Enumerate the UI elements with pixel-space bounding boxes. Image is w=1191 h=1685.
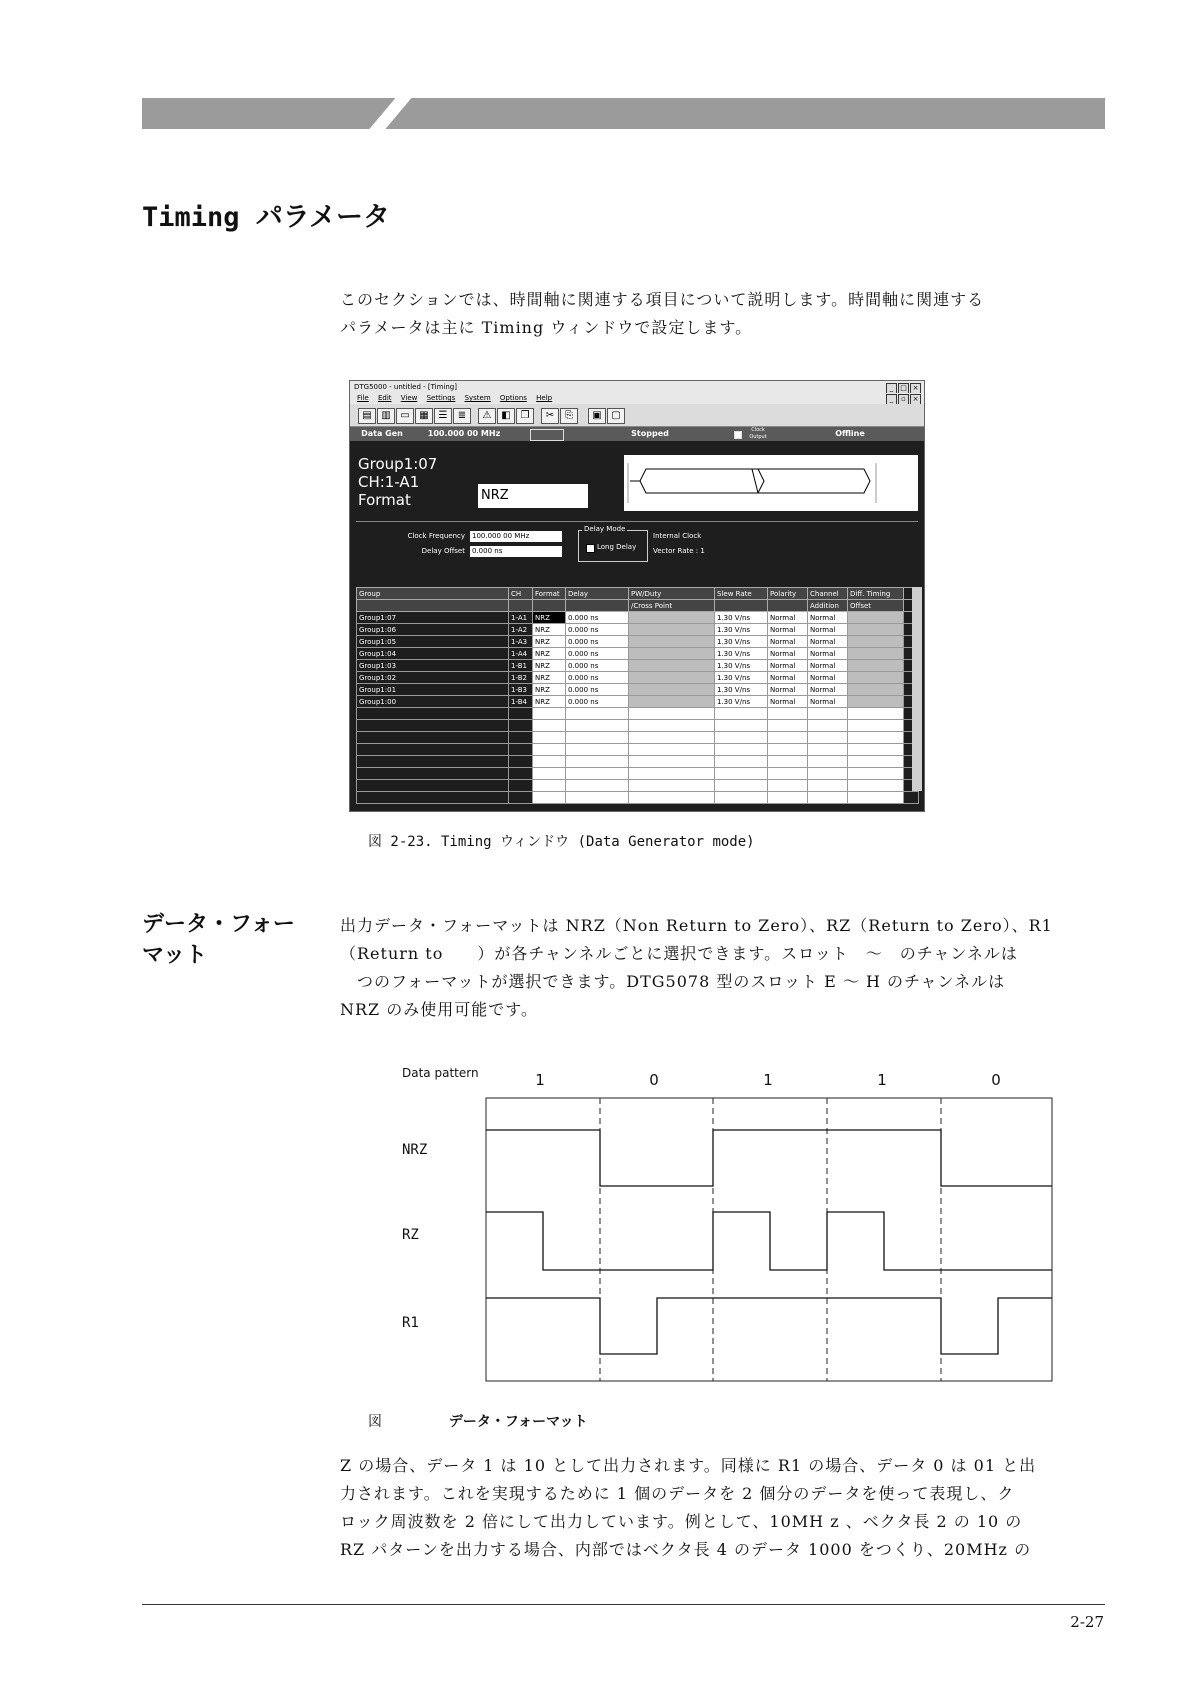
table-row[interactable]: [357, 636, 919, 648]
online-status: Offline: [835, 429, 865, 438]
empty-table-row[interactable]: [357, 744, 919, 756]
empty-cell[interactable]: [715, 756, 768, 768]
subheader-cell: [533, 600, 566, 612]
empty-table-row[interactable]: [357, 768, 919, 780]
mode-status: Data Gen: [361, 429, 403, 438]
empty-cell[interactable]: [566, 756, 629, 768]
empty-cell[interactable]: [629, 708, 715, 720]
delay-cell[interactable]: 0.000 ns: [566, 672, 629, 684]
bit-label: 1: [763, 1071, 773, 1089]
empty-cell[interactable]: [808, 756, 848, 768]
menu-options[interactable]: Options: [499, 394, 527, 402]
col-header-polarity: Polarity: [768, 588, 808, 600]
window-titlebar: [350, 381, 924, 393]
format-cell[interactable]: NRZ: [533, 672, 566, 684]
header-band: [142, 98, 1105, 129]
empty-table-row[interactable]: [357, 780, 919, 792]
menu-settings[interactable]: Settings: [426, 394, 456, 402]
empty-cell[interactable]: [509, 708, 533, 720]
delay-cell[interactable]: 0.000 ns: [566, 612, 629, 624]
pw-duty-cell[interactable]: [629, 660, 715, 672]
bit-label: 0: [649, 1071, 659, 1089]
format-cell[interactable]: NRZ: [533, 660, 566, 672]
paragraph-line: Z の場合、データ 1 は 10 として出力されます。同様に R1 の場合、データ 0 は 01 と出: [340, 1456, 1037, 1475]
offset-cell[interactable]: [848, 624, 904, 636]
paragraph-line: （Return to ）が各チャンネルごとに選択できます。スロット ～ のチャンネルは: [340, 944, 1018, 963]
figure-caption-timing-window: 図 2-23. Timing ウィンドウ (Data Generator mode): [368, 834, 755, 850]
clock-frequency-input[interactable]: 100.000 00 MHz: [470, 531, 562, 542]
ch-cell[interactable]: 1-B3: [509, 684, 533, 696]
data-format-diagram: [400, 1060, 1060, 1390]
empty-cell[interactable]: [566, 744, 629, 756]
polarity-cell[interactable]: Normal: [768, 672, 808, 684]
empty-cell[interactable]: [808, 792, 848, 804]
pw-duty-cell[interactable]: [629, 648, 715, 660]
empty-cell[interactable]: [533, 708, 566, 720]
child-minimize-button[interactable]: _: [886, 394, 897, 405]
vertical-scrollbar[interactable]: [912, 587, 922, 791]
empty-cell[interactable]: [629, 720, 715, 732]
pw-duty-cell[interactable]: [629, 612, 715, 624]
ch-cell[interactable]: 1-A3: [509, 636, 533, 648]
empty-cell[interactable]: [509, 744, 533, 756]
empty-cell[interactable]: [629, 756, 715, 768]
long-delay-label: Long Delay: [597, 543, 637, 551]
minimize-button[interactable]: _: [886, 383, 897, 394]
empty-cell[interactable]: [808, 780, 848, 792]
empty-cell[interactable]: [715, 744, 768, 756]
empty-cell[interactable]: [509, 732, 533, 744]
delay-offset-input[interactable]: 0.000 ns: [470, 546, 562, 557]
child-restore-button[interactable]: ▫: [898, 394, 909, 405]
empty-cell[interactable]: [566, 732, 629, 744]
empty-cell[interactable]: [808, 732, 848, 744]
subheader-cell: [566, 600, 629, 612]
empty-cell[interactable]: [357, 756, 509, 768]
empty-cell[interactable]: [848, 756, 904, 768]
col-header-diff-timing: Diff. Timing: [848, 588, 904, 600]
polarity-cell[interactable]: Normal: [768, 612, 808, 624]
paragraph-line: つのフォーマットが選択できます。DTG5078 型のスロット E ～ H のチャンネルは: [340, 972, 1006, 991]
addition-cell[interactable]: Normal: [808, 636, 848, 648]
empty-cell[interactable]: [509, 720, 533, 732]
empty-cell[interactable]: [357, 768, 509, 780]
col-header-pw-duty: PW/Duty: [629, 588, 715, 600]
empty-cell[interactable]: [533, 756, 566, 768]
polarity-cell[interactable]: Normal: [768, 660, 808, 672]
empty-cell[interactable]: [848, 744, 904, 756]
intro-line: このセクションでは、時間軸に関連する項目について説明します。時間軸に関連する: [340, 290, 985, 309]
col-header-slew-rate: Slew Rate: [715, 588, 768, 600]
empty-cell[interactable]: [357, 792, 509, 804]
group-cell[interactable]: Group1:01: [357, 684, 509, 696]
table-row[interactable]: [357, 684, 919, 696]
empty-cell[interactable]: [566, 708, 629, 720]
empty-cell[interactable]: [629, 780, 715, 792]
group-cell[interactable]: Group1:05: [357, 636, 509, 648]
empty-cell[interactable]: [715, 768, 768, 780]
table-row[interactable]: [357, 612, 919, 624]
divider: [356, 521, 918, 522]
channel-label: CH:1-A1: [358, 473, 420, 491]
subheader-addition: Addition: [808, 600, 848, 612]
empty-cell[interactable]: [768, 744, 808, 756]
empty-cell[interactable]: [629, 732, 715, 744]
group-cell[interactable]: Group1:03: [357, 660, 509, 672]
nrz-waveform: [486, 1130, 1052, 1186]
empty-cell[interactable]: [848, 768, 904, 780]
bit-label: 0: [991, 1071, 1001, 1089]
clock-frequency-label: Clock Frequency: [407, 532, 465, 540]
slew-rate-cell[interactable]: 1.30 V/ns: [715, 696, 768, 708]
pw-duty-cell[interactable]: [629, 636, 715, 648]
group-cell[interactable]: Group1:00: [357, 696, 509, 708]
addition-cell[interactable]: Normal: [808, 648, 848, 660]
bit-label: 1: [535, 1071, 545, 1089]
empty-cell[interactable]: [808, 768, 848, 780]
offset-cell[interactable]: [848, 660, 904, 672]
subheader-cell: [357, 600, 509, 612]
empty-cell[interactable]: [566, 768, 629, 780]
subheader-cell: [768, 600, 808, 612]
slew-rate-cell[interactable]: 1.30 V/ns: [715, 612, 768, 624]
format-cell[interactable]: NRZ: [533, 696, 566, 708]
figure-caption-data-format: [368, 1411, 588, 1431]
ch-cell[interactable]: 1-B4: [509, 696, 533, 708]
side-heading-data-format: [142, 909, 295, 971]
clock-output-label: Clock Output: [749, 427, 767, 440]
toolbar: [350, 404, 924, 427]
empty-cell[interactable]: [509, 768, 533, 780]
subheader-cell: [509, 600, 533, 612]
empty-cell[interactable]: [715, 720, 768, 732]
paragraph-line: 出力データ・フォーマットは NRZ（Non Return to Zero）、RZ（Return to Zero）、R1: [340, 916, 1053, 935]
menu-file[interactable]: File: [357, 394, 369, 402]
list-icon[interactable]: ☰: [434, 408, 452, 424]
timing-list-icon[interactable]: ≣: [453, 408, 471, 424]
empty-cell[interactable]: [357, 780, 509, 792]
nrz-preview-waveform: [624, 455, 918, 511]
side-heading-line: データ・フォー: [142, 912, 295, 937]
frequency-status: 100.000 00 MHz: [427, 429, 501, 438]
empty-cell[interactable]: [808, 708, 848, 720]
paragraph-line: RZ パターンを出力する場合、内部ではベクタ長 4 のデータ 1000 をつくり、20MHz の: [340, 1540, 1032, 1559]
polarity-cell[interactable]: Normal: [768, 636, 808, 648]
delay-offset-label: Delay Offset: [421, 547, 465, 555]
empty-cell[interactable]: [768, 720, 808, 732]
format-cell[interactable]: NRZ: [533, 624, 566, 636]
delay-cell[interactable]: 0.000 ns: [566, 684, 629, 696]
section-title: Timing パラメータ: [142, 202, 390, 233]
diagram-frame: [486, 1098, 1052, 1381]
empty-cell[interactable]: [357, 732, 509, 744]
group-cell[interactable]: Group1:04: [357, 648, 509, 660]
group-label: Group1:07: [358, 455, 438, 473]
empty-cell[interactable]: [808, 720, 848, 732]
waveform-preview: [624, 455, 918, 511]
bit-label: 1: [877, 1071, 887, 1089]
slew-rate-cell[interactable]: 1.30 V/ns: [715, 672, 768, 684]
intro-line: パラメータは主に Timing ウィンドウで設定します。: [340, 318, 753, 337]
empty-cell[interactable]: [848, 720, 904, 732]
empty-cell[interactable]: [533, 732, 566, 744]
r1-row-label: R1: [402, 1315, 419, 1331]
empty-cell[interactable]: [566, 720, 629, 732]
subheader-cell: [715, 600, 768, 612]
table-subheader-row: [357, 600, 919, 612]
delay-cell[interactable]: 0.000 ns: [566, 660, 629, 672]
empty-cell[interactable]: [533, 792, 566, 804]
menu-system[interactable]: System: [464, 394, 491, 402]
group-cell[interactable]: Group1:07: [357, 612, 509, 624]
polarity-cell[interactable]: Normal: [768, 696, 808, 708]
menu-help[interactable]: Help: [536, 394, 553, 402]
empty-cell[interactable]: [566, 780, 629, 792]
warning-icon[interactable]: ⚠: [478, 408, 496, 424]
table-row[interactable]: [357, 672, 919, 684]
slew-rate-cell[interactable]: 1.30 V/ns: [715, 648, 768, 660]
cut-icon[interactable]: ✂: [541, 408, 559, 424]
paragraph-line: ロック周波数を 2 倍にして出力しています。例として、10MH z 、ベクタ長 2 の 10 の: [340, 1512, 1023, 1531]
empty-cell[interactable]: [808, 744, 848, 756]
slew-rate-cell[interactable]: 1.30 V/ns: [715, 660, 768, 672]
col-header-channel: Channel: [808, 588, 848, 600]
data-format-paragraph: [340, 912, 1110, 1024]
empty-cell[interactable]: [509, 792, 533, 804]
timing-table: [356, 587, 919, 804]
rz-row-label: RZ: [402, 1227, 419, 1243]
nrz-row-label: NRZ: [402, 1142, 428, 1158]
empty-cell[interactable]: [629, 792, 715, 804]
polarity-cell[interactable]: Normal: [768, 684, 808, 696]
run-status: Stopped: [631, 429, 669, 438]
col-header-delay: Delay: [566, 588, 629, 600]
window-title: DTG5000 - untitled - [Timing]: [354, 383, 457, 391]
empty-cell[interactable]: [715, 732, 768, 744]
table-row[interactable]: [357, 660, 919, 672]
empty-cell[interactable]: [533, 720, 566, 732]
ch-cell[interactable]: 1-A1: [509, 612, 533, 624]
empty-table-row[interactable]: [357, 708, 919, 720]
empty-cell[interactable]: [629, 744, 715, 756]
empty-cell[interactable]: [848, 732, 904, 744]
group-cell[interactable]: Group1:02: [357, 672, 509, 684]
frequency-indicator: [530, 429, 564, 441]
paste-icon[interactable]: ⎘: [560, 408, 578, 424]
slew-rate-cell[interactable]: 1.30 V/ns: [715, 636, 768, 648]
format-cell[interactable]: NRZ: [533, 636, 566, 648]
menu-bar: [350, 393, 924, 404]
format-cell[interactable]: NRZ: [533, 648, 566, 660]
table-row[interactable]: [357, 624, 919, 636]
addition-cell[interactable]: Normal: [808, 612, 848, 624]
empty-cell[interactable]: [768, 768, 808, 780]
empty-cell[interactable]: [357, 708, 509, 720]
subheader-offset: Offset: [848, 600, 904, 612]
table-row[interactable]: [357, 696, 919, 708]
close-button[interactable]: ×: [910, 383, 921, 394]
ch-cell[interactable]: 1-A4: [509, 648, 533, 660]
offset-cell[interactable]: [848, 636, 904, 648]
subheader-cross-point: /Cross Point: [629, 600, 715, 612]
chart-icon[interactable]: ◧: [497, 408, 515, 424]
empty-cell[interactable]: [533, 768, 566, 780]
ch-cell[interactable]: 1-B2: [509, 672, 533, 684]
addition-cell[interactable]: Normal: [808, 684, 848, 696]
page-number: 2-27: [1070, 1613, 1104, 1631]
empty-cell[interactable]: [848, 780, 904, 792]
empty-cell[interactable]: [357, 720, 509, 732]
paragraph-line: NRZ のみ使用可能です。: [340, 1000, 538, 1019]
empty-cell[interactable]: [509, 756, 533, 768]
empty-cell[interactable]: [904, 792, 919, 804]
intro-paragraph: [340, 286, 1110, 342]
col-header-group: Group: [357, 588, 509, 600]
figure-prefix: 図: [368, 1414, 382, 1430]
figure-title: データ・フォーマット: [448, 1414, 588, 1430]
delay-cell[interactable]: 0.000 ns: [566, 636, 629, 648]
empty-cell[interactable]: [566, 792, 629, 804]
empty-table-row[interactable]: [357, 720, 919, 732]
print-icon[interactable]: ▤: [358, 408, 376, 424]
menu-view[interactable]: View: [400, 394, 418, 402]
empty-table-row[interactable]: [357, 756, 919, 768]
format-cell[interactable]: NRZ: [533, 612, 566, 624]
addition-cell[interactable]: Normal: [808, 624, 848, 636]
empty-cell[interactable]: [357, 744, 509, 756]
empty-cell[interactable]: [715, 780, 768, 792]
table-header-row: [357, 588, 919, 600]
empty-cell[interactable]: [629, 768, 715, 780]
settings-icon[interactable]: ▣: [588, 408, 606, 424]
offset-cell[interactable]: [848, 648, 904, 660]
col-header-format: Format: [533, 588, 566, 600]
delay-cell[interactable]: 0.000 ns: [566, 624, 629, 636]
addition-cell[interactable]: Normal: [808, 696, 848, 708]
empty-table-row[interactable]: [357, 792, 919, 804]
rz-waveform: [486, 1212, 1052, 1270]
child-close-button[interactable]: ×: [910, 394, 921, 405]
internal-clock-text: Internal Clock: [653, 532, 702, 540]
addition-cell[interactable]: Normal: [808, 660, 848, 672]
ch-cell[interactable]: 1-B1: [509, 660, 533, 672]
polarity-cell[interactable]: Normal: [768, 648, 808, 660]
empty-cell[interactable]: [533, 744, 566, 756]
empty-table-row[interactable]: [357, 732, 919, 744]
empty-cell[interactable]: [715, 792, 768, 804]
footer-rule: [142, 1604, 1105, 1605]
polarity-cell[interactable]: Normal: [768, 624, 808, 636]
empty-cell[interactable]: [768, 780, 808, 792]
addition-cell[interactable]: Normal: [808, 672, 848, 684]
pw-duty-cell[interactable]: [629, 684, 715, 696]
format-select[interactable]: NRZ: [478, 484, 588, 508]
status-bar: [350, 427, 924, 441]
group-cell[interactable]: Group1:06: [357, 624, 509, 636]
offset-cell[interactable]: [848, 672, 904, 684]
slew-rate-cell[interactable]: 1.30 V/ns: [715, 624, 768, 636]
grid-icon[interactable]: ▦: [415, 408, 433, 424]
format-cell[interactable]: NRZ: [533, 684, 566, 696]
open-icon[interactable]: ▥: [377, 408, 395, 424]
pw-duty-cell[interactable]: [629, 672, 715, 684]
pw-duty-cell[interactable]: [629, 624, 715, 636]
ch-cell[interactable]: 1-A2: [509, 624, 533, 636]
side-heading-line: マット: [142, 943, 208, 968]
empty-cell[interactable]: [533, 780, 566, 792]
col-header-ch: CH: [509, 588, 533, 600]
clock-output-checkbox[interactable]: [734, 431, 742, 439]
delay-mode-label: Delay Mode: [584, 525, 626, 533]
paragraph-line: 力されます。これを実現するために 1 個のデータを 2 個分のデータを使って表現し、ク: [340, 1484, 1015, 1503]
vector-rate-text: Vector Rate : 1: [653, 547, 705, 555]
offset-cell[interactable]: [848, 696, 904, 708]
table-row[interactable]: [357, 648, 919, 660]
long-delay-checkbox[interactable]: [586, 544, 595, 553]
offset-cell[interactable]: [848, 612, 904, 624]
empty-cell[interactable]: [768, 792, 808, 804]
window-icon[interactable]: ▭: [396, 408, 414, 424]
pw-duty-cell[interactable]: [629, 696, 715, 708]
copy-icon[interactable]: ❐: [516, 408, 534, 424]
empty-cell[interactable]: [768, 756, 808, 768]
empty-cell[interactable]: [768, 732, 808, 744]
empty-cell[interactable]: [768, 708, 808, 720]
menu-edit[interactable]: Edit: [377, 394, 392, 402]
timing-window-screenshot: [349, 380, 925, 812]
maximize-button[interactable]: □: [898, 383, 909, 394]
empty-cell[interactable]: [509, 780, 533, 792]
data-pattern-label: Data pattern: [402, 1066, 479, 1080]
slew-rate-cell[interactable]: 1.30 V/ns: [715, 684, 768, 696]
r1-waveform: [486, 1298, 1052, 1354]
monitor-icon[interactable]: ▢: [607, 408, 625, 424]
rz-explanation-paragraph: [340, 1452, 1110, 1564]
empty-cell[interactable]: [848, 708, 904, 720]
delay-cell[interactable]: 0.000 ns: [566, 696, 629, 708]
delay-cell[interactable]: 0.000 ns: [566, 648, 629, 660]
empty-cell[interactable]: [848, 792, 904, 804]
format-label: Format: [358, 491, 411, 509]
empty-cell[interactable]: [715, 708, 768, 720]
offset-cell[interactable]: [848, 684, 904, 696]
